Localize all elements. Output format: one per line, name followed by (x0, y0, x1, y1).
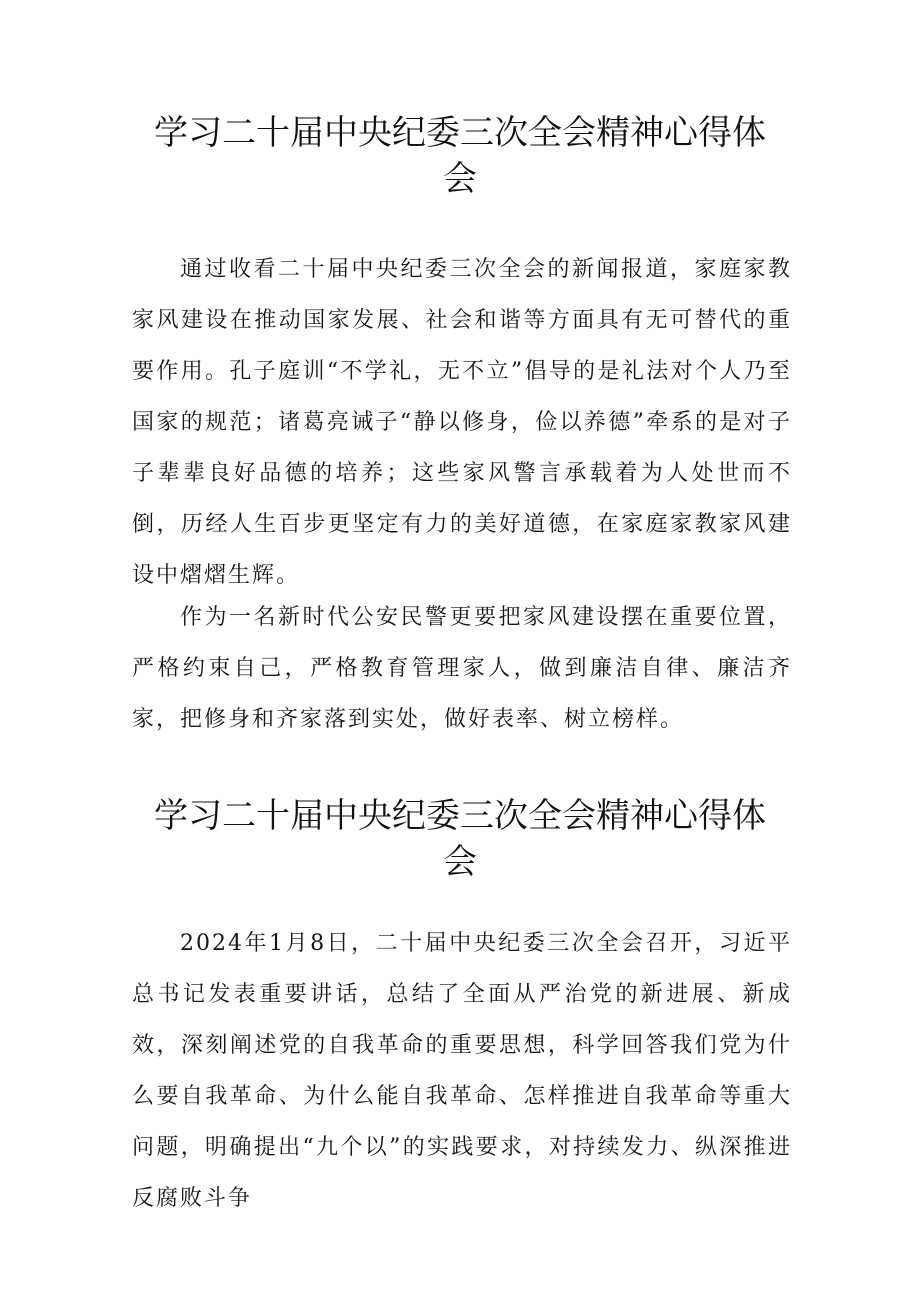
section-1-paragraph-2: 作为一名新时代公安民警更要把家风建设摆在重要位置，严格约束自己，严格教育管理家人，做到廉洁自律、廉洁齐家，把修身和齐家落到实处，做好表率、树立榜样。 (132, 605, 792, 732)
section-2-paragraph-1: 2024年1月8日，二十届中央纪委三次全会召开，习近平总书记发表重要讲话，总结了全面从严治党的新进展、新成效，深刻阐述党的自我革命的重要思想，科学回答我们党为什么要自我革命、为什么能自我革命、怎样推进自我革命等重大问题，明确提出“九个以”的实践要求，对持续发力、纵深推进反腐败斗争 (132, 931, 792, 1211)
section-1-title: 学习二十届中央纪委三次全会精神心得体会 (154, 113, 766, 199)
section-2-title: 学习二十届中央纪委三次全会精神心得体会 (154, 796, 766, 882)
section-1-paragraph-1: 通过收看二十届中央纪委三次全会的新闻报道，家庭家教家风建设在推动国家发展、社会和谐等方面具有无可替代的重要作用。孔子庭训“不学礼，无不立”倡导的是礼法对个人乃至国家的规范；诸葛亮诫子“静以修身，俭以养德”牵系的是对子子辈辈良好品德的培养；这些家风警言承载着为人处世而不倒，历经人生百步更坚定有力的美好道德，在家庭家教家风建设中熠熠生辉。 (132, 257, 792, 588)
